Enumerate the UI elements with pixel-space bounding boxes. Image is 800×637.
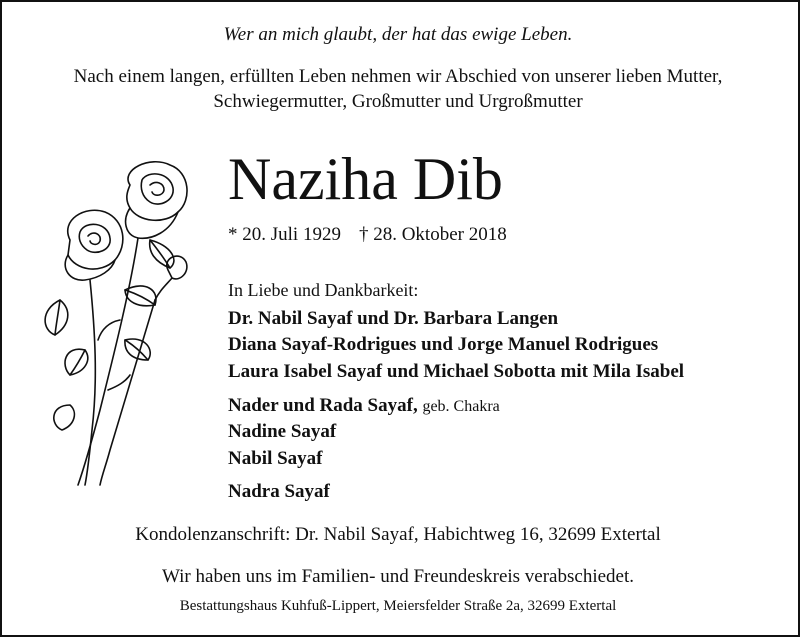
roses-drawing <box>30 150 200 490</box>
family-member: Laura Isabel Sayaf und Michael Sobotta mit Mila Isabel <box>228 361 685 382</box>
family-member: Nadine Sayaf <box>228 421 337 442</box>
bible-verse: Wer an mich glaubt, der hat das ewige Leben. <box>223 24 573 45</box>
intro-line-2: Schwiegermutter, Großmutter und Urgroßmutter <box>213 91 583 112</box>
family-member: Nabil Sayaf <box>228 448 323 469</box>
birth-date: * 20. Juli 1929 <box>228 224 341 245</box>
dedication: In Liebe und Dankbarkeit: <box>228 280 419 300</box>
family-member: Diana Sayaf-Rodrigues und Jorge Manuel Rodrigues <box>228 334 659 355</box>
family-member: Nadra Sayaf <box>228 481 330 502</box>
life-dates <box>228 224 507 246</box>
funeral-home: Bestattungshaus Kuhfuß-Lippert, Meiersfelder Straße 2a, 32699 Extertal <box>179 598 617 614</box>
deceased-name: Naziha Dib <box>228 146 503 212</box>
family-member: Dr. Nabil Sayaf und Dr. Barbara Langen <box>228 308 559 329</box>
condolence-address: Kondolenzanschrift: Dr. Nabil Sayaf, Habichtweg 16, 32699 Extertal <box>135 524 661 545</box>
family-member: Nader und Rada Sayaf, geb. Chakra <box>228 395 500 416</box>
intro-line-1: Nach einem langen, erfüllten Leben nehmen wir Abschied von unserer lieben Mutter, <box>73 66 723 87</box>
death-date: † 28. Oktober 2018 <box>358 224 507 245</box>
maiden-name-note: geb. Chakra <box>422 398 500 415</box>
farewell-note: Wir haben uns im Familien- und Freundeskreis verabschiedet. <box>161 566 634 587</box>
